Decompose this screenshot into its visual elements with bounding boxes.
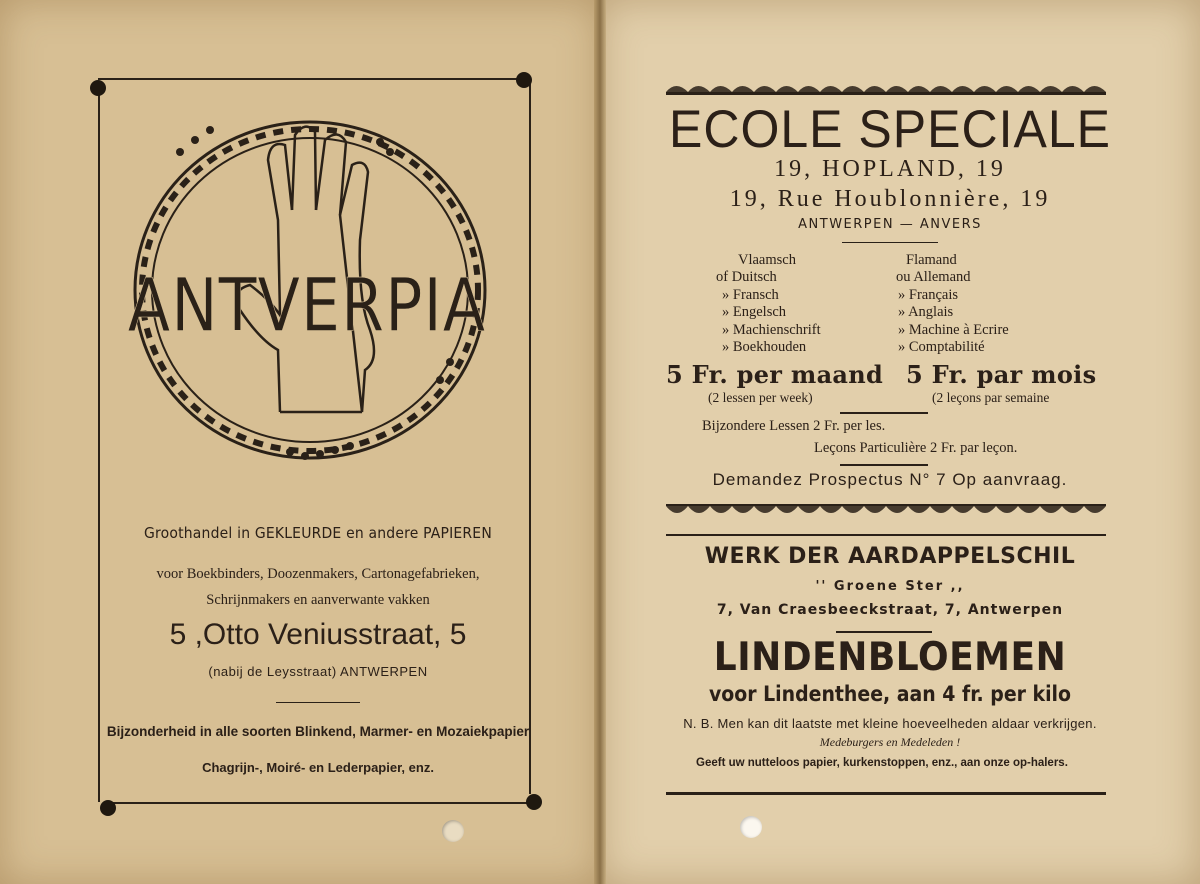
left-line-1: voor Boekbinders, Doozenmakers, Cartonagefabrieken, [156, 566, 480, 582]
corner-dot [100, 800, 116, 816]
ornament-border-middle [666, 504, 1106, 522]
nb-note: N. B. Men kan dit laatste met kleine hoeveelheden aldaar verkrijgen. [683, 716, 1097, 731]
left-specialty-1: Bijzonderheid in alle soorten Blinkend, Marmer- en Mozaiekpapier [106, 724, 530, 739]
logo-word: ANTVERPIA [127, 262, 487, 349]
lang-item: ou Allemand [896, 269, 971, 286]
languages-nl [716, 252, 821, 356]
school-address-fr: 19, Rue Houblonnière, 19 [729, 186, 1051, 212]
divider [840, 412, 928, 414]
school-title: ECOLE SPECIALE [669, 99, 1111, 159]
price-note-nl: (2 lessen per week) [708, 390, 813, 405]
lang-item: » Machienschrift [722, 321, 821, 338]
lang-item: Vlaamsch [738, 252, 796, 268]
school-address-nl: 19, HOPLAND, 19 [774, 156, 1006, 182]
divider [666, 792, 1106, 795]
corner-dot [526, 794, 542, 810]
lang-item: » Anglais [898, 304, 954, 321]
corner-dot [516, 72, 532, 88]
frame-top [98, 78, 524, 80]
lang-item: » Machine à Ecrire [898, 321, 1009, 338]
price-note-fr: (2 leçons par semaine [932, 390, 1050, 405]
divider [840, 464, 928, 466]
lang-item: » Comptabilité [898, 339, 985, 356]
frame-right [529, 80, 531, 794]
ornament-border-top [666, 78, 1106, 96]
werk-address: 7, Van Craesbeeckstraat, 7, Antwerpen [716, 602, 1064, 618]
punch-hole [740, 816, 762, 838]
languages-fr [896, 252, 1009, 356]
frame-bottom [108, 802, 534, 804]
lang-item: of Duitsch [716, 269, 777, 286]
left-heading: Groothandel in GEKLEURDE en andere PAPIEREN [144, 524, 492, 542]
price-nl: 5 Fr. per maand [666, 360, 884, 389]
school-city: ANTWERPEN — ANVERS [798, 217, 982, 232]
lang-item: » Français [898, 286, 958, 303]
divider [666, 534, 1106, 536]
private-lessons-fr: Leçons Particulière 2 Fr. par leçon. [814, 440, 1018, 456]
punch-hole [442, 820, 464, 842]
price-fr: 5 Fr. par mois [906, 360, 1097, 389]
divider [842, 242, 938, 243]
linden-title: LINDENBLOEMEN [713, 634, 1067, 681]
lang-item: » Fransch [722, 286, 779, 303]
left-address: 5 ,Otto Veniusstraat, 5 [169, 618, 467, 651]
werk-title: WERK DER AARDAPPELSCHIL [704, 544, 1076, 569]
left-divider [276, 702, 360, 703]
frame-left [98, 88, 100, 802]
left-address-note: (nabij de Leysstraat) ANTWERPEN [208, 664, 428, 679]
lang-item: » Boekhouden [722, 339, 807, 356]
left-specialty-2: Chagrijn-, Moiré- en Lederpapier, enz. [202, 760, 434, 775]
private-lessons-nl: Bijzondere Lessen 2 Fr. per les. [702, 418, 886, 434]
werk-subtitle: '' Groene Ster ,, [815, 579, 965, 594]
corner-dot [90, 80, 106, 96]
left-line-2: Schrijnmakers en aanverwante vakken [206, 592, 430, 608]
lang-item: » Engelsch [722, 304, 787, 321]
linden-subtitle: voor Lindenthee, aan 4 fr. per kilo [708, 682, 1072, 706]
geeft-note: Geeft uw nutteloos papier, kurkenstoppen, enz., aan onze op-halers. [696, 757, 1068, 769]
prospectus-line: Demandez Prospectus N° 7 Op aanvraag. [712, 470, 1068, 489]
medeburgers: Medeburgers en Medeleden ! [819, 735, 961, 749]
divider [836, 631, 932, 633]
lang-item: Flamand [906, 252, 957, 268]
book-gutter [594, 0, 606, 884]
